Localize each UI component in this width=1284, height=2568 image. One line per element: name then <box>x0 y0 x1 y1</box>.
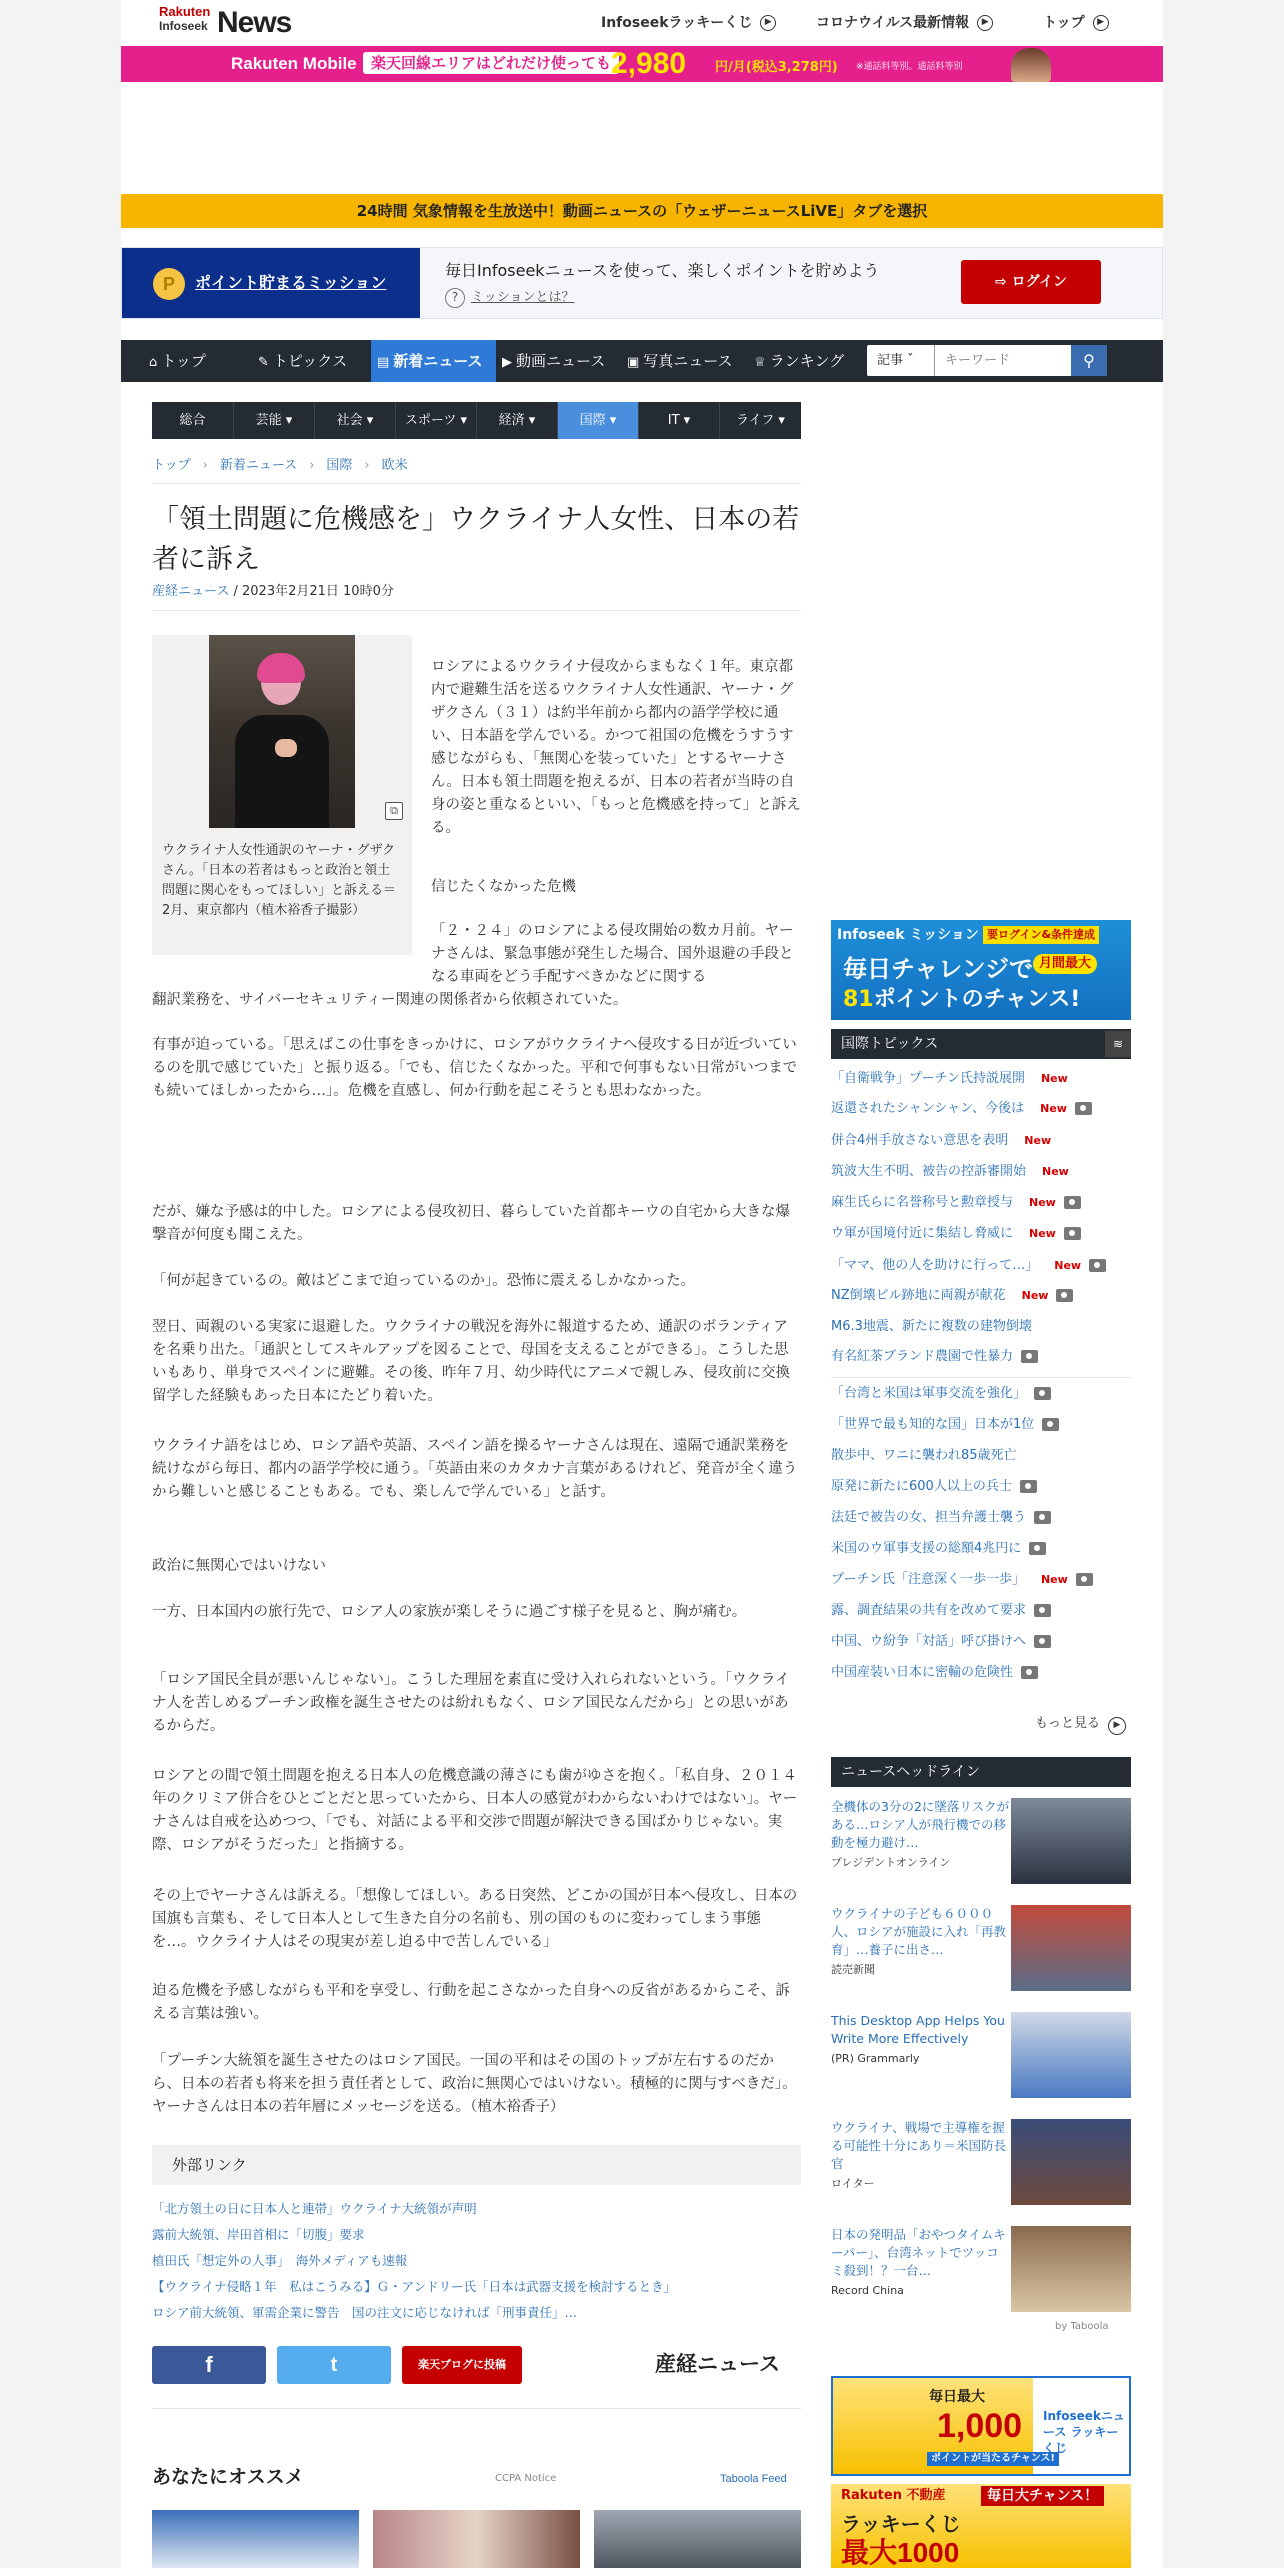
question-icon: ? <box>445 288 465 308</box>
category-life[interactable]: ライフ ▾ <box>719 402 801 439</box>
mission-bar <box>121 247 1163 319</box>
pencil-icon: ✎ <box>258 355 269 370</box>
topic-item[interactable]: 「ママ、他の人を助けに行って…」 New <box>831 1256 1131 1276</box>
article-photo-box <box>152 635 412 955</box>
headline-item[interactable]: 全機体の3分の2に墜落リスクがある…ロシア人が飛行機での移動を極力避け… プレジデントオンライン <box>831 1798 1131 1888</box>
external-links-heading: 外部リンク <box>152 2145 801 2185</box>
new-badge: New <box>1054 1259 1082 1272</box>
article-paragraph: その上でヤーナさんは訴える。「想像してほしい。ある日突然、どこかの国が日本へ侵攻し、日本の国旗も言葉も、そして日本人として生きた自分の名前も、別の国のものに変わってしまう事態を…。ウクライナ人はその現実が差し迫る中で苦しんでいる」 <box>152 1888 798 1950</box>
logo-rakuten[interactable]: Rakuten <box>159 4 211 19</box>
nav-topics[interactable]: ✎ トピックス <box>258 352 348 370</box>
headline-thumbnail <box>1011 2119 1131 2205</box>
headline-item[interactable]: ウクライナ、戦場で主導権を握る可能性十分にあり＝米国防長官 ロイター <box>831 2119 1131 2209</box>
new-badge: New <box>1040 1102 1067 1115</box>
recommend-thumbnail[interactable] <box>594 2510 801 2568</box>
topic-item[interactable]: 散歩中、ワニに襲われ85歳死亡 <box>831 1448 1017 1463</box>
topic-item[interactable]: M6.3地震、新たに複数の建物倒壊 <box>831 1319 1032 1334</box>
article-source-link[interactable]: 産経ニュース <box>152 584 230 599</box>
new-badge: New <box>1024 1134 1052 1147</box>
topic-item[interactable]: 筑波大生不明、被告の控訴審開始 New <box>831 1164 1069 1179</box>
topic-item[interactable]: ウ軍が国境付近に集結し脅威に New <box>831 1224 1131 1244</box>
external-link[interactable]: ロシア前大統領、軍需企業に警告 国の注文に応じなければ「刑事責任」… <box>152 2305 578 2320</box>
chevron-right-icon: ▶ <box>977 15 993 31</box>
header-link-corona[interactable]: コロナウイルス最新情報 ▶ <box>816 14 993 32</box>
article-subheading: 政治に無関心ではいけない <box>152 1558 326 1574</box>
search-button[interactable] <box>1071 345 1107 376</box>
page <box>121 0 1163 2568</box>
article-paragraph: 有事が迫っている。「思えばこの仕事をきっかけに、ロシアがウクライナへ侵攻する日が近づいているのを肌で感じていた」と振り返る。「でも、信じたくなかった。平和で何事もない日常がいつまでも続いてほしかったから…」。危機を直感し、何か行動を起こそうとも思わなかった。 <box>152 1037 798 1099</box>
weather-live-banner[interactable]: 24時間 気象情報を生放送中！動画ニュースの「ウェザーニュースLiVE」タブを選択 <box>121 194 1163 228</box>
nav-latest-news[interactable]: ▤ 新着ニュース <box>371 340 496 382</box>
document-icon: ▤ <box>377 355 390 370</box>
breadcrumb <box>152 456 801 484</box>
article-paragraph: 翻訳業務を、サイバーセキュリティー関連の関係者から依頼されていた。 <box>152 992 628 1008</box>
home-icon: ⌂ <box>149 355 158 370</box>
breadcrumb-europe-america[interactable]: 欧米 <box>381 458 408 473</box>
header-link-top[interactable]: トップ ▶ <box>1043 14 1109 32</box>
nav-photo-news[interactable]: ▣ 写真ニュース <box>627 352 733 370</box>
headline-item[interactable]: This Desktop App Helps You Write More Effectively (PR) Grammarly <box>831 2012 1131 2102</box>
article-paragraph: 「何が起きているの。敵はどこまで迫っているのか」。恐怖に震えるしかなかった。 <box>152 1273 696 1289</box>
twitter-icon: t <box>330 2354 338 2376</box>
category-economy[interactable]: 経済 ▾ <box>476 402 557 439</box>
site-header <box>121 0 1163 45</box>
mission-description: 毎日Infoseekニュースを使って、楽しくポイントを貯めよう <box>445 261 880 280</box>
chevron-right-icon: › <box>364 458 370 473</box>
breadcrumb-top[interactable]: トップ <box>152 458 191 473</box>
nav-ranking[interactable]: ♕ ランキング <box>754 352 845 370</box>
divider <box>152 610 801 611</box>
article-paragraph: 迫る危機を予感しながらも平和を享受し、行動を起こさなかった自身への反省があるからこそ、訴える言葉は強い。 <box>152 1983 790 2022</box>
camera-icon <box>1034 1635 1051 1648</box>
topic-item[interactable]: 「世界で最も知的な国」日本が1位 <box>831 1415 1131 1435</box>
play-icon: ▶ <box>502 355 512 370</box>
taboola-feed-logo[interactable]: Taboola Feed <box>720 2473 787 2485</box>
camera-icon <box>1056 1289 1073 1302</box>
new-badge: New <box>1042 1165 1069 1178</box>
external-link[interactable]: 「北方領土の日に日本人と連帯」ウクライナ大統領が声明 <box>152 2201 477 2216</box>
chevron-down-icon: ˇ <box>907 353 914 368</box>
camera-icon <box>1064 1196 1081 1209</box>
chevron-right-icon: › <box>309 458 315 473</box>
topic-item[interactable]: プーチン氏「注意深く一歩一歩」 New <box>831 1570 1131 1590</box>
rakuten-realestate-kuji-ad[interactable]: Rakuten 不動産 毎日大チャンス！ ラッキーくじ 最大1000 <box>831 2484 1131 2568</box>
article-paragraph: 一方、日本国内の旅行先で、ロシア人の家族が楽しそうに過ごす様子を見ると、胸が痛む。 <box>152 1604 747 1620</box>
topic-item[interactable]: 麻生氏らに名誉称号と勲章授与 New <box>831 1193 1131 1213</box>
headline-item[interactable]: ウクライナの子ども６０００人、ロシアが施設に入れ「再教育」…養子に出さ… 読売新聞 <box>831 1905 1131 1995</box>
chevron-right-icon: ▶ <box>1093 15 1109 31</box>
chevron-right-icon: ▶ <box>1108 1717 1126 1735</box>
topic-item[interactable]: 原発に新たに600人以上の兵士 <box>831 1477 1131 1497</box>
camera-icon <box>1034 1604 1051 1617</box>
article-paragraph: 「ロシア国民全員が悪いんじゃない」。こうした理屈を素直に受け入れられないという。「ウクライナ人を苦しめるプーチン政権を誕生させたのは紛れもなく、ロシア国民なんだから」との思いがあるからだ。 <box>152 1672 790 1734</box>
twitter-share-button[interactable] <box>277 2346 391 2384</box>
search-type-select[interactable]: 記事 ˇ <box>867 345 935 376</box>
facebook-icon: f <box>205 2352 213 2377</box>
category-international[interactable]: 国際 ▾ <box>557 402 638 439</box>
article-paragraph: ロシアとの間で領土問題を抱える日本人の危機意識の薄さにも歯がゆさを抱く。「私自身、２０１４年のクリミア併合をひとごとだと思っていたから、日本人の感覚がわからないわけではない」。ヤーナさんは自戒を込めつつ、「でも、対話による平和交渉で問題が解決できる国ばかりじゃない。実際、ロシアがそうだった」と指摘する。 <box>152 1768 798 1853</box>
logo-news[interactable]: News <box>217 6 292 39</box>
divider <box>831 1377 1131 1378</box>
external-link[interactable]: 植田氏「想定外の人事」 海外メディアも速報 <box>152 2253 408 2268</box>
new-badge: New <box>1040 1573 1068 1586</box>
recommend-heading: あなたにオススメ <box>152 2466 304 2488</box>
mission-link[interactable]: P ポイント貯まるミッション <box>122 248 420 318</box>
chevron-right-icon: › <box>202 458 208 473</box>
taboola-credit[interactable]: by Taboola <box>1055 2321 1109 2332</box>
camera-icon: ▣ <box>627 355 640 370</box>
headline-thumbnail <box>1011 1905 1131 1991</box>
topic-item[interactable]: 「自衛戦争」プーチン氏持説展開 New <box>831 1071 1068 1086</box>
search-box <box>867 345 1101 376</box>
article-subheading: 信じたくなかった危機 <box>431 879 576 895</box>
camera-icon <box>1029 1542 1046 1555</box>
camera-icon <box>1034 1387 1051 1400</box>
topic-item[interactable]: NZ倒壊ビル跡地に両親が献花 New <box>831 1286 1131 1306</box>
breadcrumb-latest[interactable]: 新着ニュース <box>219 458 298 473</box>
article-paragraph: 「プーチン大統領を誕生させたのはロシア国民。一国の平和はその国のトップが左右するのだから、日本の若者も将来を担う責任者として、政治に無関心ではいけない。積極的に関与すべきだ」。ヤーナさんは日本の若年層にメッセージを送る。（植木裕香子） <box>152 2053 797 2115</box>
topic-item[interactable]: 米国のウ軍事支援の総額4兆円に <box>831 1539 1131 1559</box>
category-nav <box>152 402 801 439</box>
article-date: / 2023年2月21日 10時0分 <box>229 584 394 599</box>
headlines-heading: ニュースヘッドライン <box>831 1757 1131 1787</box>
ad-model-image <box>1011 48 1051 82</box>
main-nav <box>121 340 1163 382</box>
article-paragraph: ロシアによるウクライナ侵攻からまもなく１年。東京都内で避難生活を送るウクライナ人女性通訳、ヤーナ・グザクさん（３１）は約半年前から都内の語学学校に通い、日本語を学んでいる。かつて祖国の危機をうすうす感じながらも、「無関心を装っていた」とするヤーナさん。日本も領土問題を抱えるが、日本の若者が当時の自身の姿と重なるといい、「もっと危機感を持って」と訴える。 <box>431 659 801 836</box>
article-photo[interactable] <box>209 635 355 828</box>
headline-item[interactable]: 日本の発明品「おやつタイムキーパー」、台湾ネットでツッコミ殺到！？一台… Record China <box>831 2226 1131 2316</box>
topic-item[interactable]: 露、調査結果の共有を改めて要求 <box>831 1601 1131 1621</box>
category-sports[interactable]: スポーツ ▾ <box>395 402 476 439</box>
ccpa-notice-link[interactable]: CCPA Notice <box>495 2473 557 2484</box>
topics-heading: 国際トピックス <box>831 1029 1131 1059</box>
article-paragraph: ウクライナ語をはじめ、ロシア語や英語、スペイン語を操るヤーナさんは現在、遠隔で通訳業務を続けながら毎日、都内の語学学校に通う。「英語由来のカタカナ言葉があるけれど、発音が全く違うから難しいと感じることもある。でも、楽しんで学んでいる」と話す。 <box>152 1438 798 1500</box>
search-icon: ⚲ <box>1083 351 1095 370</box>
infoseek-mission-ad[interactable]: Infoseek ミッション 要ログイン&条件達成 毎日チャレンジで 81ポイントのチャンス! 月間最大 <box>831 920 1131 1020</box>
camera-icon <box>1075 1102 1092 1115</box>
topic-item[interactable]: 中国産装い日本に密輸の危険性 <box>831 1663 1131 1683</box>
nav-top[interactable]: ⌂ トップ <box>149 352 206 370</box>
login-icon: ⇨ <box>995 274 1012 290</box>
camera-icon <box>1020 1480 1037 1493</box>
article-title: 「領土問題に危機感を」ウクライナ人女性、日本の若者に訴え <box>152 504 800 575</box>
new-badge: New <box>1040 1072 1068 1085</box>
category-it[interactable]: IT ▾ <box>638 402 719 439</box>
point-coin-icon: P <box>153 268 185 300</box>
facebook-share-button[interactable] <box>152 2346 266 2384</box>
article-paragraph: 「２・２４」のロシアによる侵攻開始の数カ月前。ヤーナさんは、緊急事態が発生した場合、国外退避の手段となる車両をどう手配すべきかなどに関する <box>431 923 794 985</box>
external-link[interactable]: 露前大統領、岸田首相に「切腹」要求 <box>152 2227 365 2242</box>
recommend-thumbnail[interactable] <box>373 2510 580 2568</box>
headline-thumbnail <box>1011 1798 1131 1884</box>
topic-item[interactable]: 「台湾と米国は軍事交流を強化」 <box>831 1384 1131 1404</box>
camera-icon <box>1034 1511 1051 1524</box>
topic-item[interactable]: 法廷で被告の女、担当弁護士襲う <box>831 1508 1131 1528</box>
zoom-icon[interactable]: ⧉ <box>385 802 403 820</box>
lucky-kuji-ad[interactable]: 毎日最大 1,000 ポイントが当たるチャンス! Infoseekニュース ラッキーくじ <box>831 2376 1131 2476</box>
camera-icon <box>1042 1418 1059 1431</box>
nav-video-news[interactable]: ▶ 動画ニュース <box>502 352 606 370</box>
logo-infoseek[interactable]: Infoseek <box>159 19 208 33</box>
external-link[interactable]: 【ウクライナ侵略１年 私はこうみる】Ｇ・アンドリー氏「日本は武器支援を検討するとき」 <box>152 2279 677 2294</box>
divider <box>152 2408 801 2409</box>
rakuten-blog-button[interactable]: 楽天ブログに投稿 <box>402 2346 522 2384</box>
search-input[interactable] <box>937 348 1057 373</box>
category-society[interactable]: 社会 ▾ <box>314 402 395 439</box>
new-badge: New <box>1029 1227 1056 1240</box>
article-meta <box>152 583 394 601</box>
article-paragraph: 翌日、両親のいる実家に退避した。ウクライナの戦況を海外に報道するため、通訳のボランティアを名乗り出た。「通訳としてスキルアップを図ることで、母国を支えることができる」。こうした思いもあり、単身でスペインに避難。その後、昨年７月、幼少時代にアニメで親しみ、侵攻前に交換留学した経験もあった日本にたどり着いた。 <box>152 1319 791 1404</box>
topic-item[interactable]: 中国、ウ紛争「対話」呼び掛けへ <box>831 1632 1131 1652</box>
header-link-lucky[interactable]: Infoseekラッキーくじ ▶ <box>601 14 776 32</box>
photo-caption: ウクライナ人女性通訳のヤーナ・グザクさん。「日本の若者はもっと政治と領土問題に関心をもってほしい」と訴える＝2月、東京都内（植木裕香子撮影） <box>162 843 397 918</box>
camera-icon <box>1076 1573 1093 1586</box>
publisher-logo[interactable]: 産経ニュース <box>655 2351 780 2376</box>
new-badge: New <box>1021 1289 1049 1302</box>
breadcrumb-international[interactable]: 国際 <box>326 458 353 473</box>
topic-item[interactable]: 有名紅茶ブランド農園で性暴力 <box>831 1347 1131 1367</box>
camera-icon <box>1021 1666 1038 1679</box>
new-badge: New <box>1029 1196 1056 1209</box>
ad-banner-rakuten-mobile[interactable]: Rakuten Mobile 楽天回線エリアはどれだけ使っても 2,980 円/月(税込3,278円) ※通話料等別。通話料等別 <box>121 46 1163 82</box>
chevron-right-icon: ▶ <box>760 15 776 31</box>
login-button[interactable]: ⇨ ログイン <box>961 260 1101 304</box>
mission-help-link[interactable]: ? ミッションとは？ <box>445 288 574 308</box>
headline-thumbnail <box>1011 2012 1131 2098</box>
topic-item[interactable]: 併合4州手放さない意思を表明 New <box>831 1133 1052 1148</box>
category-general[interactable]: 総合 <box>179 413 206 428</box>
camera-icon <box>1021 1350 1038 1363</box>
article-paragraph: だが、嫌な予感は的中した。ロシアによる侵攻初日、暮らしていた首都キーウの自宅から大きな爆撃音が何度も聞こえた。 <box>152 1204 790 1243</box>
crown-icon: ♕ <box>754 355 766 370</box>
topic-item[interactable]: 返還されたシャンシャン、今後は New <box>831 1099 1131 1119</box>
category-entertainment[interactable]: 芸能 ▾ <box>233 402 314 439</box>
headline-thumbnail <box>1011 2226 1131 2312</box>
recommend-thumbnail[interactable] <box>152 2510 359 2568</box>
more-topics-link[interactable]: もっと見る ▶ <box>1035 1714 1126 1735</box>
camera-icon <box>1064 1227 1081 1240</box>
camera-icon <box>1089 1259 1106 1272</box>
rss-icon[interactable]: ≋ <box>1105 1031 1131 1057</box>
